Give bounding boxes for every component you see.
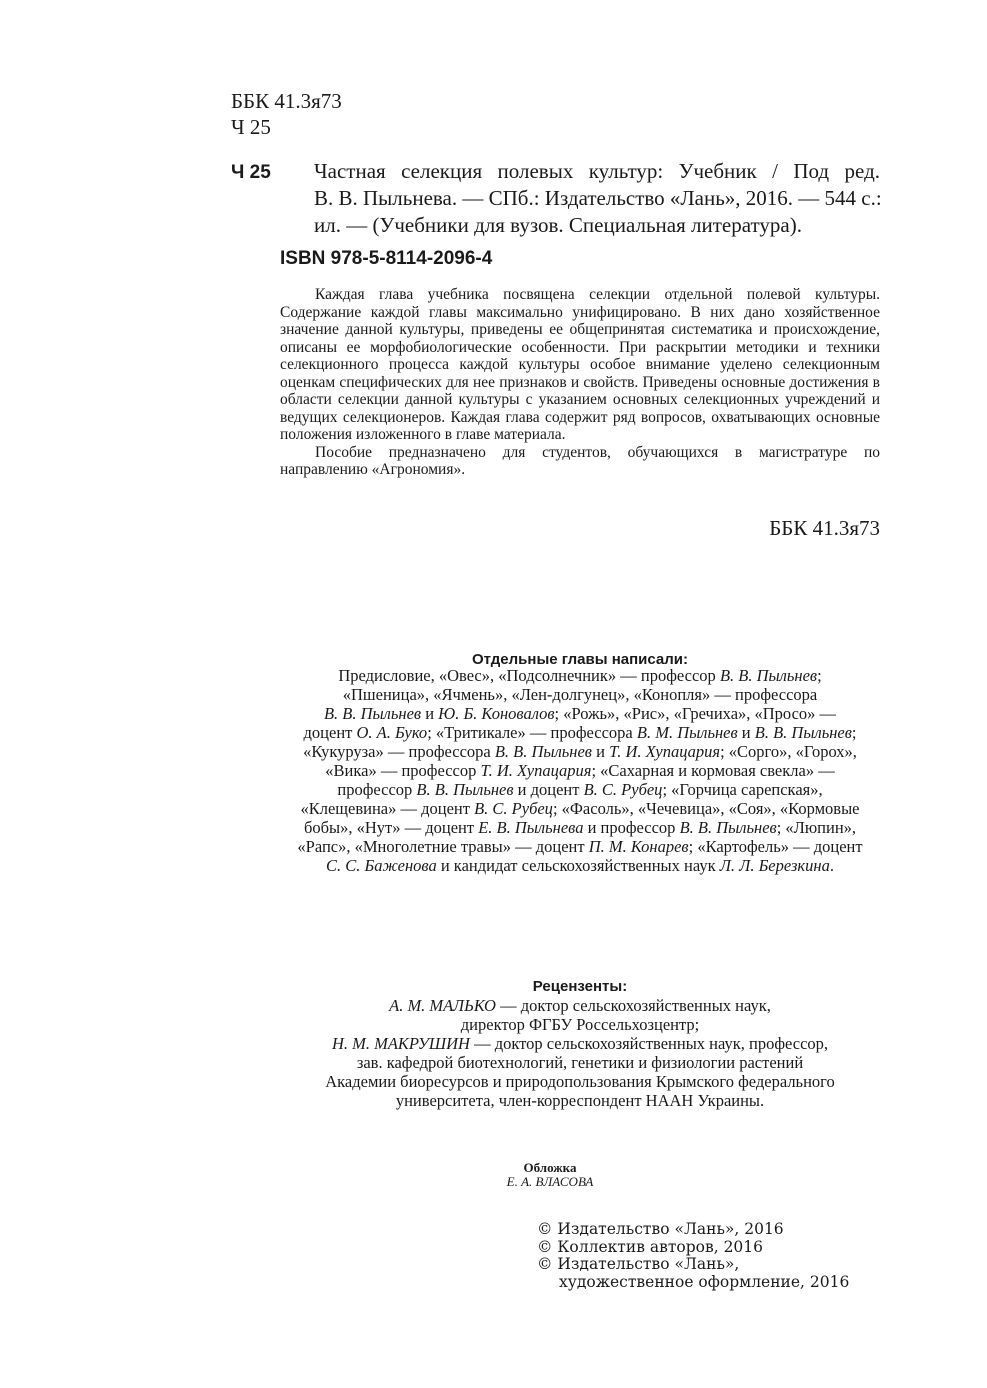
person-name: В. В. Пыльнев <box>494 742 592 761</box>
text-line <box>280 996 880 1015</box>
copyright-block <box>537 1221 849 1291</box>
copyright-line: © Коллектив авторов, 2016 <box>537 1237 764 1256</box>
text-line <box>280 780 880 799</box>
text-segment: ; «Горчица сарепская», <box>662 780 823 799</box>
text-segment: и <box>737 723 755 742</box>
text-segment: ; «Сорго», «Горох», <box>720 742 857 761</box>
text-segment: директор ФГБУ Россельхозцентр; <box>460 1015 700 1034</box>
reviewers-title: Рецензенты: <box>532 978 628 995</box>
text-line <box>280 723 880 742</box>
reviewers-body <box>280 996 880 1110</box>
text-segment: ; «Люпин», <box>776 818 857 837</box>
bbk-code: ББК 41.3я73 <box>231 89 342 113</box>
bibliographic-entry <box>314 158 880 239</box>
text-segment: ; «Картофель» — доцент <box>688 837 863 856</box>
text-segment: университета, член-корреспондент НААН Украины. <box>395 1091 765 1110</box>
text-segment: «Рапс», «Многолетние травы» — доцент <box>297 837 589 856</box>
text-line <box>280 1053 880 1072</box>
person-name: Т. И. Хупацария <box>609 742 721 761</box>
abstract <box>280 286 880 479</box>
copyright-line: © Издательство «Лань», 2016 <box>537 1220 784 1238</box>
person-name: В. В. Пыльнев <box>719 666 818 685</box>
text-line <box>280 1072 880 1091</box>
text-line <box>280 685 880 704</box>
text-segment: зав. кафедрой биотехнологий, генетики и физиологии растений <box>356 1053 804 1072</box>
person-name: А. М. МАЛЬКО <box>389 996 496 1015</box>
person-name: П. М. Конарев <box>588 837 689 856</box>
person-name: В. М. Пыльнев <box>636 723 738 742</box>
text-segment: ; <box>817 666 822 685</box>
text-segment: и доцент <box>513 780 584 799</box>
text-line <box>280 1091 880 1110</box>
person-name: С. С. Баженова <box>326 856 437 875</box>
text-segment: ; «Тритикале» — профессора <box>427 723 637 742</box>
author-mark: Ч 25 <box>231 115 271 139</box>
text-segment: и <box>421 704 439 723</box>
cover-title: Обложка <box>523 1160 577 1175</box>
text-segment: и кандидат сельскохозяйственных наук <box>436 856 720 875</box>
text-segment: Предисловие, «Овес», «Подсолнечник» — профессор <box>338 666 720 685</box>
text-segment: ; «Сахарная и кормовая свекла» — <box>591 761 835 780</box>
text-segment: — доктор сельскохозяйственных наук, профессор, <box>469 1034 829 1053</box>
bbk-right: ББК 41.3я73 <box>769 516 880 540</box>
copyright-line: © Издательство «Лань», <box>537 1255 740 1273</box>
person-name: В. В. Пыльнев <box>416 780 514 799</box>
text-segment: бобы», «Нут» — доцент <box>303 818 479 837</box>
text-line <box>280 856 880 875</box>
text-segment: ; «Фасоль», «Чечевица», «Соя», «Кормовые <box>552 799 860 818</box>
text-line <box>280 666 880 685</box>
text-segment: «Вика» — профессор <box>325 761 481 780</box>
text-segment: . <box>829 856 834 875</box>
person-name: Т. И. Хупацария <box>480 761 592 780</box>
person-name: Е. В. Пыльнева <box>478 818 584 837</box>
person-name: Ю. Б. Коновалов <box>438 704 555 723</box>
text-segment: ; <box>851 723 857 742</box>
entry-code: Ч 25 <box>231 162 271 183</box>
authors-title: Отдельные главы написали: <box>471 651 689 668</box>
text-segment: и профессор <box>583 818 680 837</box>
text-line <box>280 1015 880 1034</box>
text-line <box>280 818 880 837</box>
authors-body <box>280 666 880 875</box>
text-segment: профессор <box>337 780 417 799</box>
text-line <box>280 742 880 761</box>
cover-designer: Е. А. ВЛАСОВА <box>506 1174 594 1189</box>
person-name: В. В. Пыльнев <box>679 818 777 837</box>
text-segment: — доктор сельскохозяйственных наук, <box>495 996 771 1015</box>
person-name: В. В. Пыльнев <box>323 704 422 723</box>
text-segment: «Кукуруза» — профессора <box>303 742 495 761</box>
text-line <box>280 704 880 723</box>
text-segment: доцент <box>303 723 357 742</box>
abstract-paragraph: Каждая глава учебника посвящена селекции отдельной полевой культуры. Содержание каждой главы максимально унифицировано. В них дано хозяйственное значение данной культуры, приведены ее общепринятая систематика и происхождение, описаны ее морфобиологические особенности. При раскрытии методики и техники селекционного процесса каждой культуры особое внимание уделено селекционным оценкам специфических для нее признаков и свойств. Приведены основные достижения в области селекции данной культуры с указанием основных селекционных учреждений и ведущих селекционеров. Каждая глава содержит ряд вопросов, охватывающих основные положения изложенного в главе материала. <box>280 286 880 443</box>
person-name: О. А. Буко <box>356 723 428 742</box>
text-segment: «Клещевина» — доцент <box>300 799 475 818</box>
text-line <box>280 799 880 818</box>
copyright-line: художественное оформление, 2016 <box>559 1272 850 1291</box>
text-line <box>280 1034 880 1053</box>
text-line <box>280 837 880 856</box>
person-name: В. В. Пыльнев <box>754 723 852 742</box>
text-segment: ; «Рожь», «Рис», «Гречиха», «Просо» — <box>554 704 837 723</box>
text-segment: Академии биоресурсов и природопользования Крымского федерального <box>325 1072 835 1091</box>
person-name: В. С. Рубец <box>583 780 663 799</box>
person-name: В. С. Рубец <box>474 799 553 818</box>
abstract-paragraph: Пособие предназначено для студентов, обучающихся в магистратуре по направлению «Агрономия». <box>280 443 880 478</box>
text-segment: и <box>591 742 610 761</box>
bbk-header <box>231 88 342 140</box>
entry-line: В. В. Пыльнева. — СПб.: Издательство «Лань», 2016. — 544 с.: <box>314 186 882 210</box>
text-segment: «Пшеница», «Ячмень», «Лен-долгунец», «Конопля» — профессора <box>342 685 818 704</box>
text-line <box>280 761 880 780</box>
person-name: Л. Л. Березкина <box>719 856 830 875</box>
entry-line: Частная селекция полевых культур: Учебник / Под ред. <box>314 159 880 183</box>
entry-line: ил. — (Учебники для вузов. Специальная литература). <box>314 213 802 237</box>
person-name: Н. М. МАКРУШИН <box>331 1034 470 1053</box>
isbn: ISBN 978-5-8114-2096-4 <box>280 248 493 269</box>
